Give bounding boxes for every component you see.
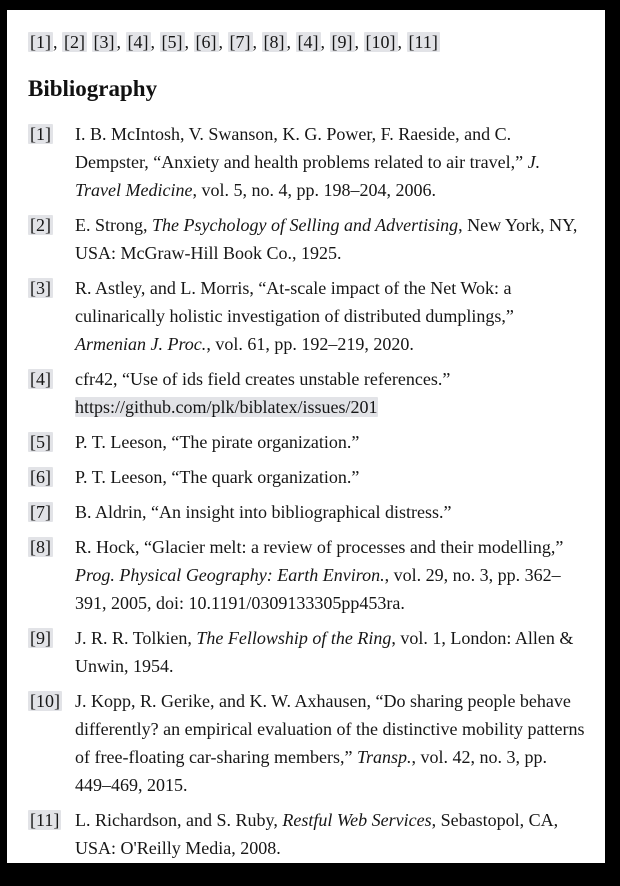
entry-text [75, 274, 585, 358]
entry-label: [4] [30, 368, 51, 389]
entry-text-segment: , vol. 42, no. 3, pp. 449–469, 2015. [75, 746, 548, 795]
citation-item [194, 32, 228, 52]
document-page [7, 10, 605, 863]
entry-label-column [28, 365, 75, 393]
citation-ref-link[interactable]: [4] [297, 32, 319, 52]
citation-ref-link[interactable]: [4] [127, 32, 149, 52]
bibliography-entry [28, 274, 585, 358]
entry-label: [9] [30, 627, 51, 648]
citation-item [407, 32, 440, 52]
entry-text [75, 463, 585, 491]
entry-text-segment: , Sebastopol, CA, USA: O'Reilly Media, 2008. [75, 809, 559, 858]
citation-separator: , [397, 32, 407, 52]
entry-label: [6] [30, 466, 51, 487]
bibliography-list [28, 120, 585, 862]
entry-title-italic: The Psychology of Selling and Advertising [152, 214, 459, 235]
citation-item [92, 32, 126, 52]
entry-text-segment: R. Hock, “Glacier melt: a review of processes and their modelling,” [75, 536, 564, 557]
citation-separator: , [252, 32, 262, 52]
entry-title-italic: Restful Web Services [282, 809, 432, 830]
citation-separator: , [184, 32, 194, 52]
entry-label: [5] [30, 431, 51, 452]
entry-label-column [28, 120, 75, 148]
citation-ref-link[interactable]: [3] [93, 32, 115, 52]
citation-separator: , [286, 32, 296, 52]
bibliography-entry [28, 365, 585, 421]
entry-label-column [28, 687, 75, 715]
entry-title-italic: Armenian J. Proc. [75, 333, 207, 354]
citation-ref-link[interactable]: [1] [30, 32, 51, 52]
citation-ref-link[interactable]: [7] [229, 32, 251, 52]
citation-item [262, 32, 296, 52]
entry-label: [2] [30, 214, 51, 235]
bibliography-entry [28, 624, 585, 680]
entry-text-segment: J. R. R. Tolkien, [75, 627, 197, 648]
citation-separator: , [354, 32, 364, 52]
citation-ref-link[interactable]: [5] [161, 32, 183, 52]
citation-item [296, 32, 330, 52]
citation-ref-link[interactable]: [6] [195, 32, 217, 52]
entry-label-column [28, 498, 75, 526]
entry-text-segment: L. Richardson, and S. Ruby, [75, 809, 283, 830]
bibliography-entry [28, 806, 585, 862]
citation-separator: , [218, 32, 228, 52]
citation-item [364, 32, 407, 52]
entry-text-segment: , vol. 29, no. 3, pp. 362–391, 2005, doi: 10.1191/0309133305pp453ra. [75, 564, 561, 613]
citation-item [330, 32, 364, 52]
entry-label: [1] [30, 123, 51, 144]
entry-label-column [28, 533, 75, 561]
entry-label: [10] [30, 690, 60, 711]
entry-text-segment: P. T. Leeson, “The pirate organization.” [75, 431, 360, 452]
entry-label-column [28, 428, 75, 456]
entry-text-segment: , New York, NY, USA: McGraw-Hill Book Co., 1925. [75, 214, 578, 263]
bibliography-entry [28, 533, 585, 617]
entry-text [75, 498, 585, 526]
bibliography-entry [28, 120, 585, 204]
entry-label: [8] [30, 536, 51, 557]
entry-text [75, 533, 585, 617]
entry-text-segment: , vol. 5, no. 4, pp. 198–204, 2006. [192, 179, 436, 200]
citation-separator: , [320, 32, 330, 52]
citation-ref-link[interactable]: [10] [365, 32, 396, 52]
entry-text-segment: , vol. 1, London: Allen & Unwin, 1954. [75, 627, 574, 676]
citation-ref-link[interactable]: [11] [408, 32, 438, 52]
entry-text-segment: P. T. Leeson, “The quark organization.” [75, 466, 360, 487]
entry-text [75, 624, 585, 680]
entry-text-segment: , vol. 61, pp. 192–219, 2020. [206, 333, 414, 354]
entry-text [75, 806, 585, 862]
citation-ref-link[interactable]: [8] [263, 32, 285, 52]
bibliography-entry [28, 428, 585, 456]
citation-item [160, 32, 194, 52]
citation-ref-link[interactable]: [2] [64, 32, 85, 52]
entry-title-italic: J. Travel Medicine [75, 151, 541, 200]
entry-label-column [28, 211, 75, 239]
entry-label: [7] [30, 501, 51, 522]
bibliography-entry [28, 211, 585, 267]
entry-text-segment: E. Strong, [75, 214, 153, 235]
entry-text-segment: cfr42, “Use of ids field creates unstable references.” [75, 368, 451, 389]
citation-item [28, 32, 62, 52]
entry-label-column [28, 806, 75, 834]
bibliography-entry [28, 687, 585, 799]
bibliography-entry [28, 498, 585, 526]
bibliography-heading: Bibliography [28, 76, 158, 101]
entry-label: [3] [30, 277, 51, 298]
entry-text [75, 120, 585, 204]
citation-item [126, 32, 160, 52]
citation-line [28, 28, 585, 56]
entry-text-segment: R. Astley, and L. Morris, “At-scale impact of the Net Wok: a culinarically holistic investigation of distributed dumplings,” [75, 277, 514, 326]
entry-text-segment: B. Aldrin, “An insight into bibliographical distress.” [75, 501, 452, 522]
citation-separator: , [150, 32, 160, 52]
entry-text-segment: I. B. McIntosh, V. Swanson, K. G. Power, F. Raeside, and C. Dempster, “Anxiety and health problems related to air travel,” [75, 123, 528, 172]
entry-label: [11] [30, 809, 60, 830]
entry-text [75, 211, 585, 267]
citation-separator: , [53, 32, 62, 52]
entry-title-italic: The Fellowship of the Ring [196, 627, 392, 648]
citation-item [228, 32, 262, 52]
entry-title-italic: Prog. Physical Geography: Earth Environ. [75, 564, 385, 585]
entry-label-column [28, 624, 75, 652]
bibliography-entry [28, 463, 585, 491]
citation-item [62, 32, 92, 52]
entry-text [75, 365, 585, 421]
entry-label-column [28, 463, 75, 491]
citation-ref-link[interactable]: [9] [331, 32, 353, 52]
url-link[interactable]: https://github.com/plk/biblatex/issues/201 [75, 396, 378, 417]
entry-label-column [28, 274, 75, 302]
citation-separator: , [116, 32, 126, 52]
entry-text [75, 428, 585, 456]
entry-text-segment: J. Kopp, R. Gerike, and K. W. Axhausen, “Do sharing people behave differently? an empirical evaluation of the distinctive mobility patterns of free-floating car-sharing members,” [75, 690, 585, 767]
entry-text [75, 687, 585, 799]
entry-title-italic: Transp. [357, 746, 412, 767]
